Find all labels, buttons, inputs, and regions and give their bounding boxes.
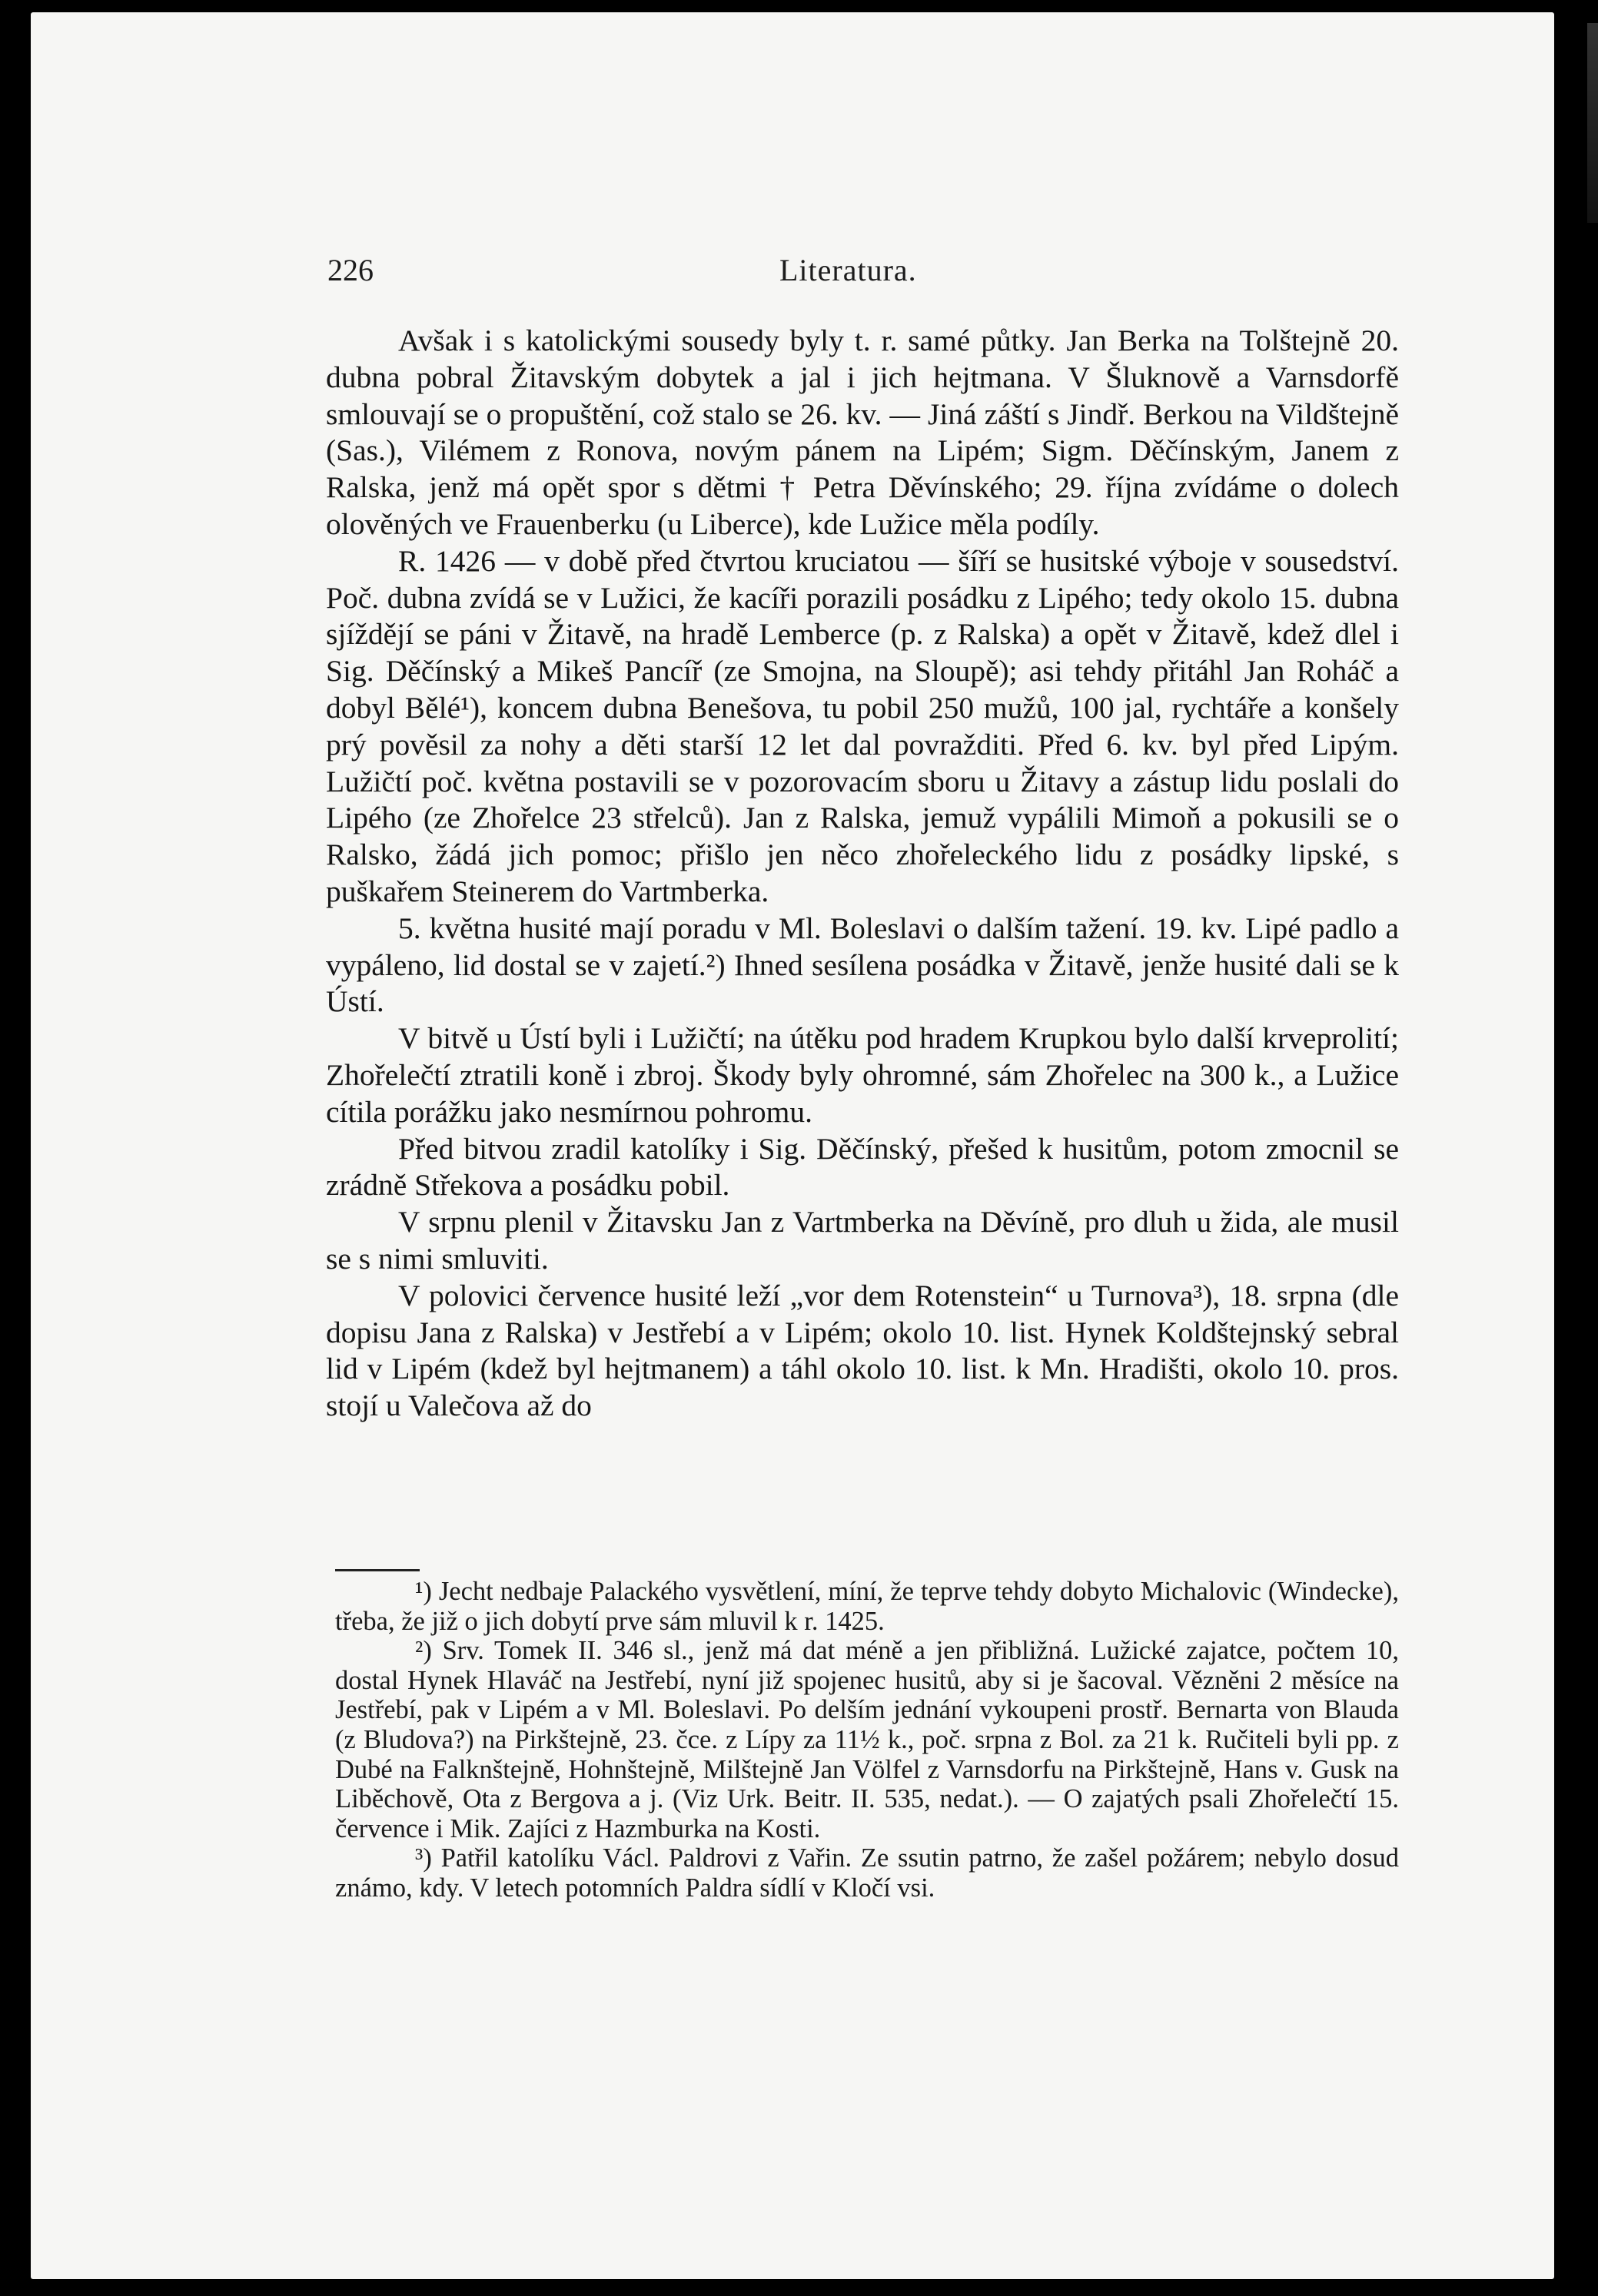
footnote: ³) Patřil katolíku Václ. Paldrovi z Vařin. Ze ssutin patrno, že zašel požárem; nebylo dosud známo, kdy. V letech potomních Paldra sídlí v Kločí vsi. [335, 1843, 1399, 1903]
paragraph: V bitvě u Ústí byli i Lužičtí; na útěku pod hradem Krupkou bylo další krveprolití; Zhořelečtí ztratili koně i zbroj. Škody byly ohromné, sám Zhořelec na 300 k., a Lužice cítila porážku jako nesmírnou pohromu. [326, 1021, 1399, 1129]
paragraph: R. 1426 — v době před čtvrtou kruciatou — šíří se husitské výboje v sousedství. Poč. dubna zvídá se v Lužici, že kacíři porazili posádku z Lipého; tedy okolo 15. dubna sjíždějí se páni v Žitavě, na hradě Lemberce (p. z Ralska) a opět v Žitavě, kdež dlel i Sig. Děčínský a Mikeš Pancíř (ze Smojna, na Sloupě); asi tehdy přitáhl Jan Roháč a dobyl Bělé¹), koncem dubna Benešova, tu pobil 250 mužů, 100 jal, rychtáře a konšely prý pověsil za nohy a děti starší 12 let dal povražditi. Před 6. kv. byl před Lipým. Lužičtí poč. května postavili se v pozorovacím sboru u Žitavy a zástup lidu poslali do Lipého (ze Zhořelce 23 střelců). Jan z Ralska, jemuž vypálili Mimoň a pokusili se o Ralsko, žádá jich pomoc; přišlo jen něco zhořeleckého lidu z posádky lipské, s puškařem Steinerem do Vartmberka. [326, 543, 1399, 908]
footnote-rule [335, 1569, 420, 1571]
footnotes [335, 1577, 1399, 1903]
paragraph: Před bitvou zradil katolíky i Sig. Děčínský, přešed k husitům, potom zmocnil se zrádně Střekova a posádku pobil. [326, 1131, 1399, 1203]
paragraph: V srpnu plenil v Žitavsku Jan z Vartmberka na Děvíně, pro dluh u žida, ale musil se s nimi smluviti. [326, 1205, 1399, 1276]
scan-edge [1554, 0, 1598, 2296]
paragraph: 5. května husité mají poradu v Ml. Boleslavi o dalším tažení. 19. kv. Lipé padlo a vypáleno, lid dostal se v zajetí.²) Ihned sesílena posádka v Žitavě, jenže husité dali se k Ústí. [326, 911, 1399, 1019]
paragraph: V polovici července husité leží „vor dem Rotenstein“ u Turnova³), 18. srpna (dle dopisu Jana z Ralska) v Jestřebí a v Lipém; okolo 10. list. Hynek Koldštejnský sebral lid v Lipém (kdež byl hejtmanem) a táhl okolo 10. list. k Mn. Hradišti, okolo 10. pros. stojí u Valečova až do [326, 1278, 1399, 1423]
running-title: Literatura. [779, 253, 917, 287]
running-header [327, 246, 1404, 292]
scan-edge-shadow [1587, 23, 1598, 223]
main-text [326, 323, 1399, 1425]
page-number: 226 [327, 253, 374, 287]
paragraph: Avšak i s katolickými sousedy byly t. r. samé půtky. Jan Berka na Tolštejně 20. dubna pobral Žitavským dobytek a jal i jich hejtmana. V Šluknově a Varnsdorfě smlouvají se o propuštění, což stalo se 26. kv. — Jiná záští s Jindř. Berkou na Vildštejně (Sas.), Vilémem z Ronova, novým pánem na Lipém; Sigm. Děčínským, Janem z Ralska, jenž má opět spor s dětmi † Petra Děvínského; 29. října zvídáme o dolech olověných ve Frauenberku (u Liberce), kde Lužice měla podíly. [326, 323, 1399, 541]
footnote: ²) Srv. Tomek II. 346 sl., jenž má dat méně a jen přibližná. Lužické zajatce, počtem 10, dostal Hynek Hlaváč na Jestřebí, nyní již spojenec husitů, aby si je šacoval. Vězněni 2 měsíce na Jestřebí, pak v Lipém a v Ml. Boleslavi. Po delším jednání vykoupeni prostř. Bernarta von Blauda (z Bludova?) na Pirkštejně, 23. čce. z Lípy za 11½ k., poč. srpna z Bol. za 21 k. Ručiteli byli pp. z Dubé na Falknštejně, Hohnštejně, Milštejně Jan Völfel z Varnsdorfu na Pirkštejně, Hans v. Gusk na Liběchově, Ota z Bergova a j. (Viz Urk. Beitr. II. 535, nedat.). — O zajatých psali Zhořelečtí 15. července i Mik. Zajíci z Hazmburka na Kosti. [335, 1636, 1399, 1843]
footnote: ¹) Jecht nedbaje Palackého vysvětlení, míní, že teprve tehdy dobyto Michalovic (Windecke), třeba, že již o jich dobytí prve sám mluvil k r. 1425. [335, 1577, 1399, 1636]
